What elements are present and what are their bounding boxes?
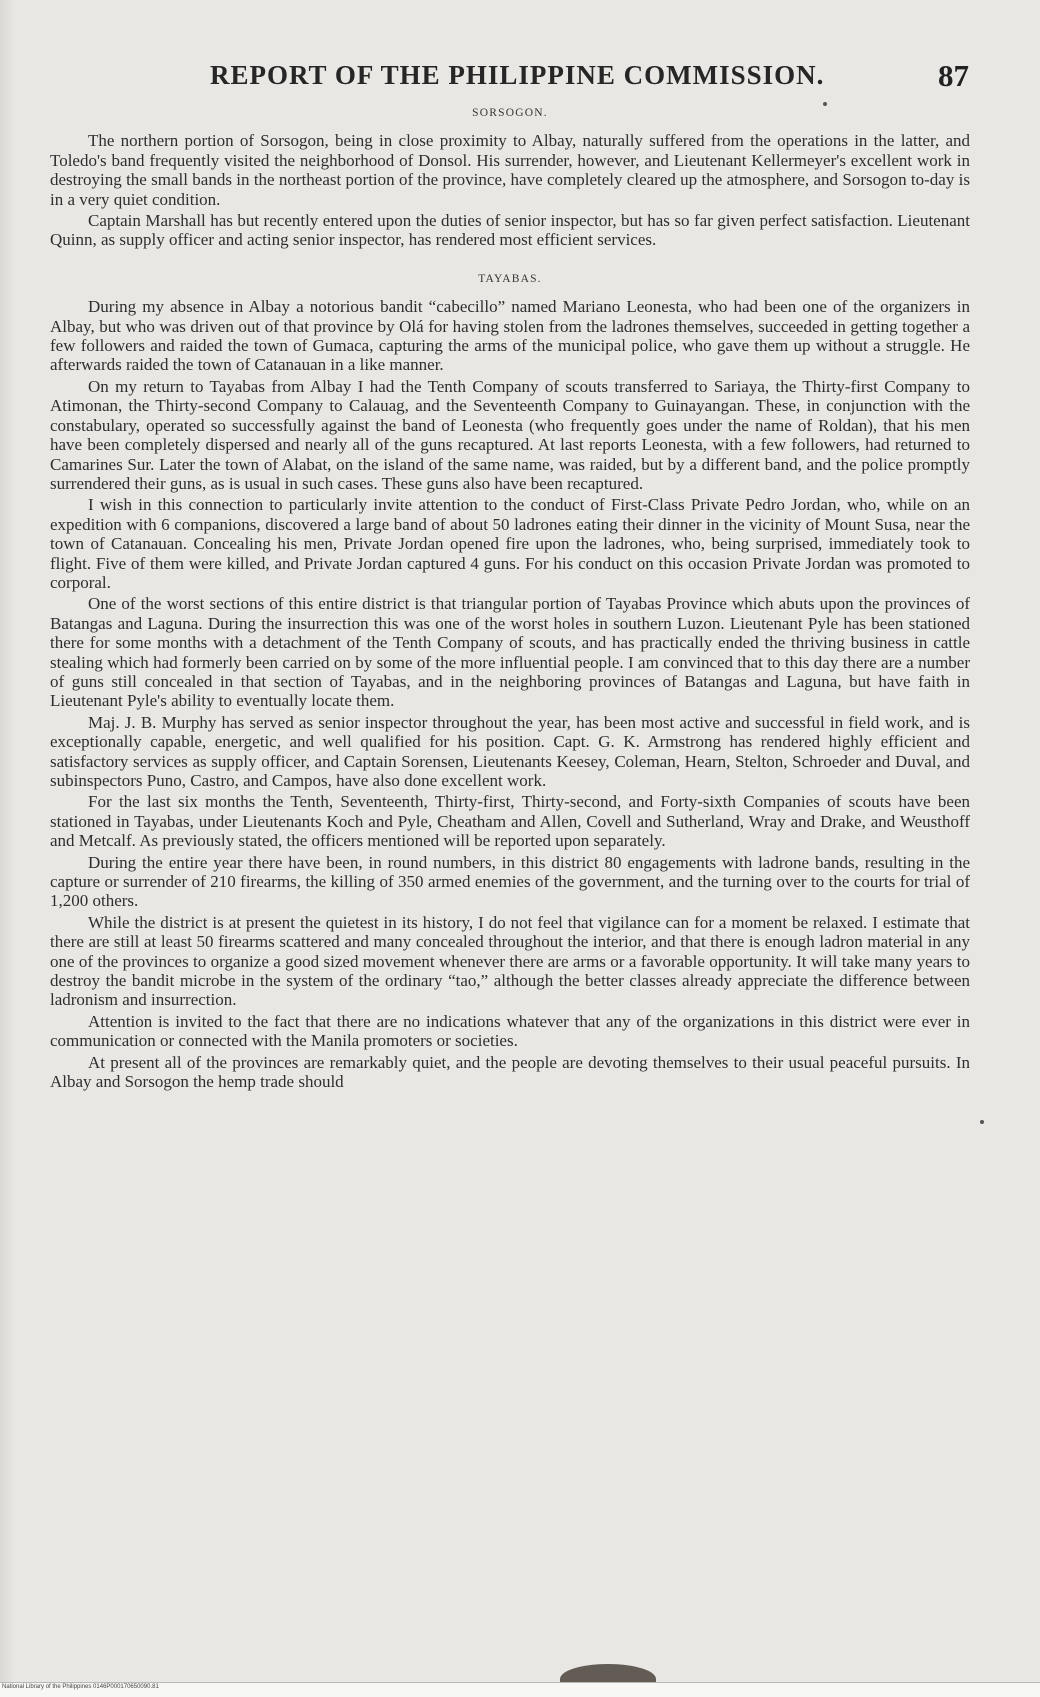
paragraph: On my return to Tayabas from Albay I had the Tenth Company of scouts transferred to Sariaya, the Thirty-first Company to Atimonan, the Thirty-second Company to Calauag, and the Seventeenth Company to Guinayangan. These, in conjunction with the constabulary, operated so successfully against the band of Leonesta (who frequently goes under the name of Roldan), that his men have been completely dispersed and nearly all of the guns recaptured. At last reports Leonesta, with a few followers, had returned to Camarines Sur. Later the town of Alabat, on the island of the same name, was raided, but by a different band, and the police promptly surrendered their guns, as is usual in such cases. These guns also have been recaptured.: [50, 376, 970, 493]
paragraph: During the entire year there have been, in round numbers, in this district 80 engagements with ladrone bands, resulting in the capture or surrender of 210 firearms, the killing of 350 armed enemies of the government, and the turning over to the courts for trial of 1,200 others.: [50, 852, 970, 911]
ink-speck: [823, 102, 827, 106]
ink-speck: [980, 1120, 984, 1124]
paragraph: Attention is invited to the fact that there are no indications whatever that any of the organizations in this district were ever in communication or connected with the Manila promoters or societies.: [50, 1011, 970, 1051]
paragraph: The northern portion of Sorsogon, being in close proximity to Albay, naturally suffered from the operations in the latter, and Toledo's band frequently visited the neighborhood of Donsol. His surrender, however, and Lieutenant Kellermeyer's excellent work in destroying the small bands in the northeast portion of the province, have completely cleared up the atmosphere, and Sorsogon to-day is in a very quiet condition.: [50, 131, 970, 209]
page-number: 87: [938, 58, 969, 93]
paragraph: Maj. J. B. Murphy has served as senior inspector throughout the year, has been most active and successful in field work, and is exceptionally capable, energetic, and well qualified for his position. Capt. G. K. Armstrong has rendered highly efficient and satisfactory services as supply officer, and Captain Sorensen, Lieutenants Keesey, Coleman, Hearn, Stelton, Schroeder and Duval, and subinspectors Puno, Castro, and Campos, have also done excellent work.: [50, 712, 970, 790]
page-edge-shadow: [0, 0, 14, 1697]
body-text: [50, 104, 970, 1094]
running-head: REPORT OF THE PHILIPPINE COMMISSION.: [210, 60, 825, 90]
paragraph: I wish in this connection to particularly invite attention to the conduct of First-Class Private Pedro Jordan, who, while on an expedition with 6 companions, discovered a large band of about 50 ladrones eating their dinner in the vicinity of Mount Susa, near the town of Catanauan. Concealing his men, Private Jordan opened fire upon the ladrones, who, being surprised, immediately took to flight. Five of them were killed, and Private Jordan captured 4 guns. For his conduct on this occasion Private Jordan was promoted to corporal.: [50, 495, 970, 592]
section-title-tayabas: TAYABAS.: [478, 272, 542, 285]
scan-credit: National Library of the Philippines 0146P000170650090.81: [2, 1684, 159, 1690]
paragraph: At present all of the provinces are remarkably quiet, and the people are devoting themselves to their usual peaceful pursuits. In Albay and Sorsogon the hemp trade should: [50, 1052, 970, 1092]
section-title-sorsogon: SORSOGON.: [472, 107, 548, 119]
page-header: [0, 58, 1040, 98]
paragraph: During my absence in Albay a notorious bandit “cabecillo” named Mariano Leonesta, who had been one of the organizers in Albay, but who was driven out of that province by Olá for having stolen from the ladrones themselves, succeeded in getting together a few followers and raided the town of Gumaca, capturing the arms of the municipal police, who gave them up without a struggle. He afterwards raided the town of Catanauan in a like manner.: [50, 297, 970, 375]
paragraph: One of the worst sections of this entire district is that triangular portion of Tayabas Province which abuts upon the provinces of Batangas and Laguna. During the insurrection this was one of the worst holes in southern Luzon. Lieutenant Pyle has been stationed there for some months with a detachment of the Tenth Company of scouts, and has practically ended the thriving business in cattle stealing which had formerly been carried on by some of the more influential people. I am convinced that to this day there are a number of guns still concealed in that section of Tayabas, and in the neighboring provinces of Batangas and Laguna, but have faith in Lieutenant Pyle's ability to eventually locate them.: [50, 594, 970, 711]
paragraph: For the last six months the Tenth, Seventeenth, Thirty-first, Thirty-second, and Forty-sixth Companies of scouts have been stationed in Tayabas, under Lieutenants Koch and Pyle, Cheatham and Allen, Covell and Sutherland, Wray and Drake, and Weusthoff and Metcalf. As previously stated, the officers mentioned will be reported upon separately.: [50, 792, 970, 851]
paragraph: While the district is at present the quietest in its history, I do not feel that vigilance can for a moment be relaxed. I estimate that there are still at least 50 firearms scattered and many concealed throughout the interior, and that there is enough ladron material in any one of the provinces to organize a good sized movement whenever there are arms or a favorable opportunity. It will take many years to destroy the bandit microbe in the system of the ordinary “tao,” although the better classes already appreciate the difference between ladronism and insurrection.: [50, 912, 970, 1010]
paragraph: Captain Marshall has but recently entered upon the duties of senior inspector, but has so far given perfect satisfaction. Lieutenant Quinn, as supply officer and acting senior inspector, has rendered most efficient services.: [50, 211, 970, 250]
